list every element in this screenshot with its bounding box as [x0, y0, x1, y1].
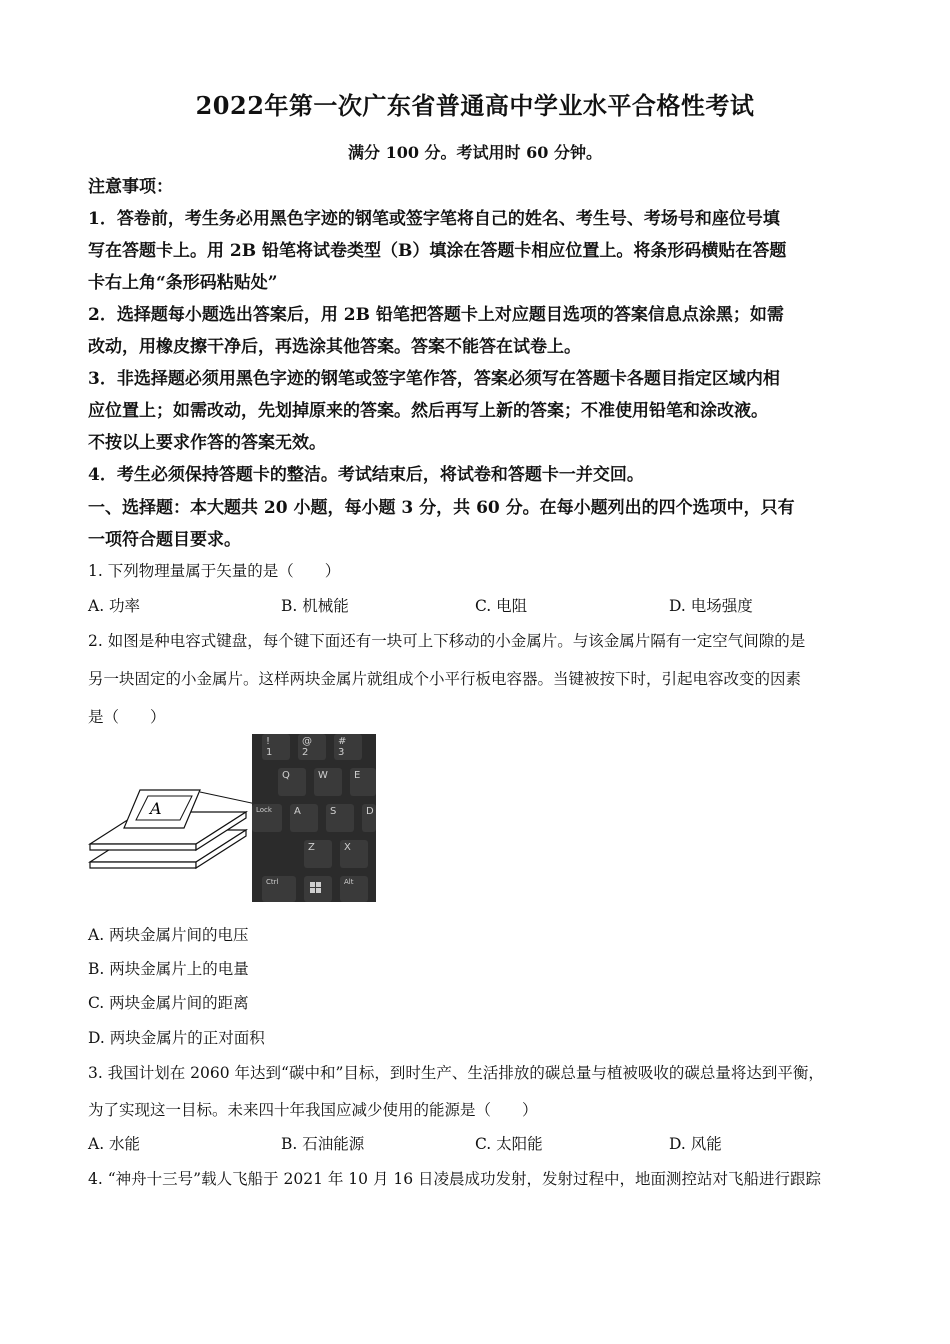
- key-alt: Alt: [340, 876, 368, 902]
- question-3-stem: 3. 我国计划在 2060 年达到“碳中和”目标，到时生产、生活排放的碳总量与植被吸收的碳总量将达到平衡，: [88, 1064, 824, 1082]
- notes-line: 3．非选择题必须用黑色字迹的钢笔或签字笔作答，答案必须写在答题卡各题目指定区域内相: [88, 369, 780, 389]
- question-2-stem: 另一块固定的小金属片。这样两块金属片就组成个小平行板电容器。当键被按下时，引起电容改变的因素: [88, 670, 802, 688]
- notes-line: 改动，用橡皮擦干净后，再选涂其他答案。答案不能答在试卷上。: [88, 337, 581, 357]
- q2-option-a: A. 两块金属片间的电压: [88, 926, 249, 944]
- notes-line: 1．答卷前，考生务必用黑色字迹的钢笔或签字笔将自己的姓名、考生号、考场号和座位号填: [88, 209, 780, 229]
- key-z: Z: [304, 840, 332, 868]
- question-4-stem: 4. “神舟十三号”载人飞船于 2021 年 10 月 16 日凌晨成功发射，发射过程中，地面测控站对飞船进行跟踪: [88, 1170, 822, 1188]
- notes-line: 写在答题卡上。用 2B 铅笔将试卷类型（B）填涂在答题卡相应位置上。将条形码横贴在答题: [88, 241, 787, 261]
- section-heading: 一项符合题目要求。: [88, 530, 241, 550]
- notes-line: 4．考生必须保持答题卡的整洁。考试结束后，将试卷和答题卡一并交回。: [88, 465, 644, 485]
- notes-line: 2．选择题每小题选出答案后，用 2B 铅笔把答题卡上对应题目选项的答案信息点涂黑；如需: [88, 305, 784, 325]
- q1-option-d: D. 电场强度: [669, 597, 753, 615]
- exam-subtitle: 满分 100 分。考试用时 60 分钟。: [348, 143, 602, 162]
- question-3-stem: 为了实现这一目标。未来四十年我国应减少使用的能源是（ ）: [88, 1101, 538, 1119]
- exam-title: 2022年第一次广东省普通高中学业水平合格性考试: [195, 91, 755, 120]
- notes-heading: 注意事项：: [88, 177, 173, 197]
- key-ctrl: Ctrl: [262, 876, 296, 902]
- q3-option-c: C. 太阳能: [475, 1135, 543, 1153]
- key-x: X: [340, 840, 368, 868]
- section-heading: 一、选择题：本大题共 20 小题，每小题 3 分，共 60 分。在每小题列出的四个选项中，只有: [88, 498, 795, 518]
- key-s: S: [326, 804, 354, 832]
- question-2-stem: 2. 如图是种电容式键盘，每个键下面还有一块可上下移动的小金属片。与该金属片隔有一定空气间隙的是: [88, 632, 806, 650]
- q1-option-c: C. 电阻: [475, 597, 528, 615]
- notes-line: 卡右上角“条形码粘贴处”: [88, 273, 278, 293]
- key-q: Q: [278, 768, 306, 796]
- windows-icon: [310, 882, 322, 894]
- key-letter: A: [150, 799, 162, 818]
- key-e: E: [350, 768, 376, 796]
- q2-option-c: C. 两块金属片间的距离: [88, 994, 249, 1012]
- q3-option-b: B. 石油能源: [281, 1135, 365, 1153]
- question-2-stem: 是（ ）: [88, 708, 166, 726]
- key-w: W: [314, 768, 342, 796]
- q2-option-b: B. 两块金属片上的电量: [88, 960, 249, 978]
- key-2: @ 2: [298, 734, 326, 760]
- q3-option-a: A. 水能: [88, 1135, 141, 1153]
- question-1-stem: 1. 下列物理量属于矢量的是（ ）: [88, 562, 341, 580]
- keyboard-photo: [252, 734, 376, 902]
- key-a: A: [290, 804, 318, 832]
- parallel-plate-diagram: [88, 734, 258, 902]
- key-1: ! 1: [262, 734, 290, 760]
- capacitive-keyboard-figure: [88, 734, 378, 902]
- q1-option-a: A. 功率: [88, 597, 141, 615]
- notes-line: 不按以上要求作答的答案无效。: [88, 433, 326, 453]
- notes-line: 应位置上；如需改动，先划掉原来的答案。然后再写上新的答案；不准使用铅笔和涂改液。: [88, 401, 768, 421]
- q2-option-d: D. 两块金属片的正对面积: [88, 1029, 265, 1047]
- key-d: D: [362, 804, 376, 832]
- key-windows: [304, 876, 332, 902]
- q1-option-b: B. 机械能: [281, 597, 349, 615]
- key-capslock: Lock: [252, 804, 282, 832]
- q3-option-d: D. 风能: [669, 1135, 722, 1153]
- key-3: # 3: [334, 734, 362, 760]
